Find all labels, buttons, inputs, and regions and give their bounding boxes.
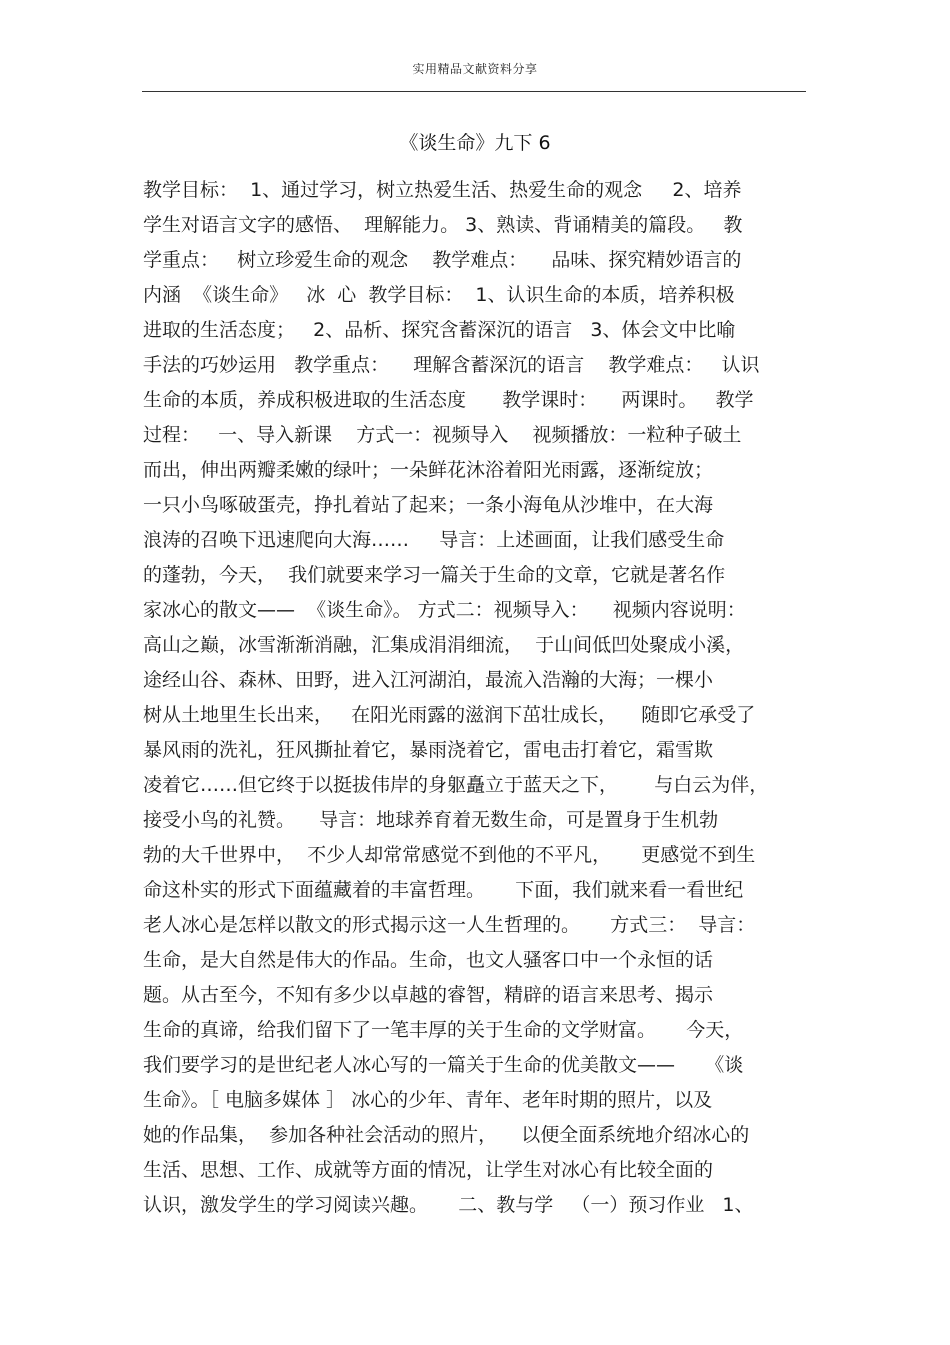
page-header: 实用精品文献资料分享 <box>412 62 538 76</box>
body-line: 手法的巧妙运用 教学重点： 理解含蓄深沉的语言 教学难点： 认识 <box>143 354 760 376</box>
body-line: 树从土地里生长出来， 在阳光雨露的滋润下茁壮成长， 随即它承受了 <box>143 704 756 726</box>
body-line: 我们要学习的是世纪老人冰心写的一篇关于生命的优美散文—— 《谈 <box>143 1054 744 1076</box>
body-line: 生命的真谛，给我们留下了一笔丰厚的关于生命的文学财富。 今天， <box>143 1019 744 1041</box>
body-line: 过程： 一、导入新课 方式一：视频导入 视频播放：一粒种子破土 <box>143 424 742 446</box>
body-line: 学重点： 树立珍爱生命的观念 教学难点： 品味、探究精妙语言的 <box>143 249 742 271</box>
body-line: 接受小鸟的礼赞。 导言：地球养育着无数生命，可是置身于生机勃 <box>143 809 719 831</box>
body-line: 她的作品集， 参加各种社会活动的照片， 以便全面系统地介绍冰心的 <box>143 1124 750 1146</box>
body-line: 内涵 《谈生命》 冰 心 教学目标： 1、认识生命的本质，培养积极 <box>143 284 735 306</box>
body-line: 家冰心的散文—— 《谈生命》。 方式二：视频导入： 视频内容说明： <box>143 599 746 621</box>
body-line: 生命的本质，养成积极进取的生活态度 教学课时： 两课时。 教学 <box>143 389 754 411</box>
header-divider <box>142 91 806 92</box>
body-line: 生命》。［ 电脑多媒体 ］ 冰心的少年、青年、老年时期的照片，以及 <box>143 1089 713 1111</box>
body-line: 途经山谷、森林、田野，进入江河湖泊，最流入浩瀚的大海；一棵小 <box>143 669 714 691</box>
body-line: 生活、思想、工作、成就等方面的情况，让学生对冰心有比较全面的 <box>143 1159 714 1181</box>
body-line: 高山之巅，冰雪渐渐消融，汇集成涓涓细流， 于山间低凹处聚成小溪， <box>143 634 745 656</box>
body-line: 教学目标： 1、通过学习，树立热爱生活、热爱生命的观念 2、培养 <box>143 179 742 201</box>
body-line: 进取的生活态度； 2、品析、探究含蓄深沉的语言 3、体会文中比喻 <box>143 319 736 341</box>
body-line: 暴风雨的洗礼，狂风撕扯着它，暴雨浇着它，雷电击打着它，霜雪欺 <box>143 739 714 761</box>
body-line: 凌着它……但它终于以挺拔伟岸的身躯矗立于蓝天之下， 与白云为伴， <box>143 774 769 796</box>
body-line: 命这朴实的形式下面蕴藏着的丰富哲理。 下面，我们就来看一看世纪 <box>143 879 744 901</box>
body-line: 生命，是大自然是伟大的作品。生命，也文人骚客口中一个永恒的话 <box>143 949 714 971</box>
body-line: 浪涛的召唤下迅速爬向大海…… 导言：上述画面，让我们感受生命 <box>143 529 725 551</box>
body-line: 的蓬勃，今天， 我们就要来学习一篇关于生命的文章，它就是著名作 <box>143 564 726 586</box>
body-line: 而出，伸出两瓣柔嫩的绿叶；一朵鲜花沐浴着阳光雨露，逐渐绽放； <box>143 459 714 481</box>
body-line: 一只小鸟啄破蛋壳，挣扎着站了起来；一条小海龟从沙堆中，在大海 <box>143 494 714 516</box>
body-line: 老人冰心是怎样以散文的形式揭示这一人生哲理的。 方式三： 导言： <box>143 914 756 936</box>
body-line: 学生对语言文字的感悟、 理解能力。 3、熟读、背诵精美的篇段。 教 <box>143 214 743 236</box>
document-body <box>143 173 811 1223</box>
document-title: 《谈生命》九下 6 <box>399 132 551 154</box>
body-line: 题。从古至今，不知有多少以卓越的睿智，精辟的语言来思考、揭示 <box>143 984 714 1006</box>
body-line: 勃的大千世界中， 不少人却常常感觉不到他的不平凡， 更感觉不到生 <box>143 844 756 866</box>
body-line: 认识，激发学生的学习阅读兴趣。 二、教与学 （一）预习作业 1、 <box>143 1194 754 1216</box>
